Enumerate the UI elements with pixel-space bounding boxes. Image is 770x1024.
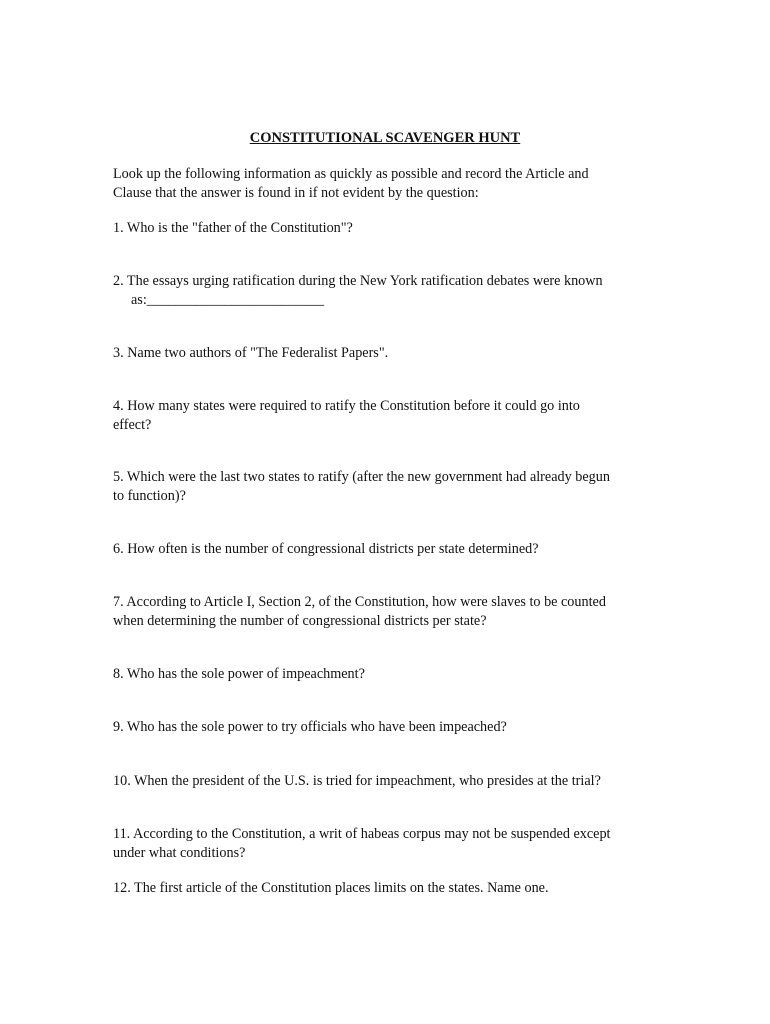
question-text: 4. How many states were required to ratify the Constitution before it could go into xyxy=(113,398,580,414)
question-text: 6. How often is the number of congressional districts per state determined? xyxy=(113,541,539,557)
question-text: 8. Who has the sole power of impeachment? xyxy=(113,666,365,682)
question-text: 7. According to Article I, Section 2, of the Constitution, how were slaves to be counted xyxy=(113,594,606,610)
question-text: 1. Who is the "father of the Constitution"? xyxy=(113,220,353,236)
question-2 xyxy=(113,272,673,309)
question-4 xyxy=(113,397,673,434)
question-text-continued: under what conditions? xyxy=(113,844,246,861)
question-10 xyxy=(113,772,673,791)
question-text: 5. Which were the last two states to ratify (after the new government had already begun xyxy=(113,469,610,485)
question-5 xyxy=(113,468,673,505)
intro-paragraph xyxy=(113,165,673,202)
question-6 xyxy=(113,540,673,559)
intro-line: Clause that the answer is found in if not evident by the question: xyxy=(113,184,479,201)
question-text: 11. According to the Constitution, a writ of habeas corpus may not be suspended except xyxy=(113,826,611,842)
question-text-continued: when determining the number of congressional districts per state? xyxy=(113,612,487,629)
question-8 xyxy=(113,665,673,684)
question-text-continued: to function)? xyxy=(113,487,186,504)
question-text: 10. When the president of the U.S. is tried for impeachment, who presides at the trial? xyxy=(113,773,601,789)
question-text-continued: effect? xyxy=(113,416,152,433)
question-11 xyxy=(113,825,673,862)
document-title: CONSTITUTIONAL SCAVENGER HUNT xyxy=(249,130,521,146)
question-text: 2. The essays urging ratification during the New York ratification debates were known xyxy=(113,273,603,289)
question-text: 9. Who has the sole power to try officials who have been impeached? xyxy=(113,719,507,735)
question-3 xyxy=(113,344,673,363)
question-12 xyxy=(113,879,673,898)
question-9 xyxy=(113,718,673,737)
answer-blank: as:_________________________ xyxy=(131,291,325,308)
question-7 xyxy=(113,593,673,630)
question-1 xyxy=(113,219,673,238)
question-text: 12. The first article of the Constitution places limits on the states. Name one. xyxy=(113,880,549,896)
intro-line: Look up the following information as quickly as possible and record the Article and xyxy=(113,166,589,182)
question-text: 3. Name two authors of "The Federalist Papers". xyxy=(113,345,389,361)
